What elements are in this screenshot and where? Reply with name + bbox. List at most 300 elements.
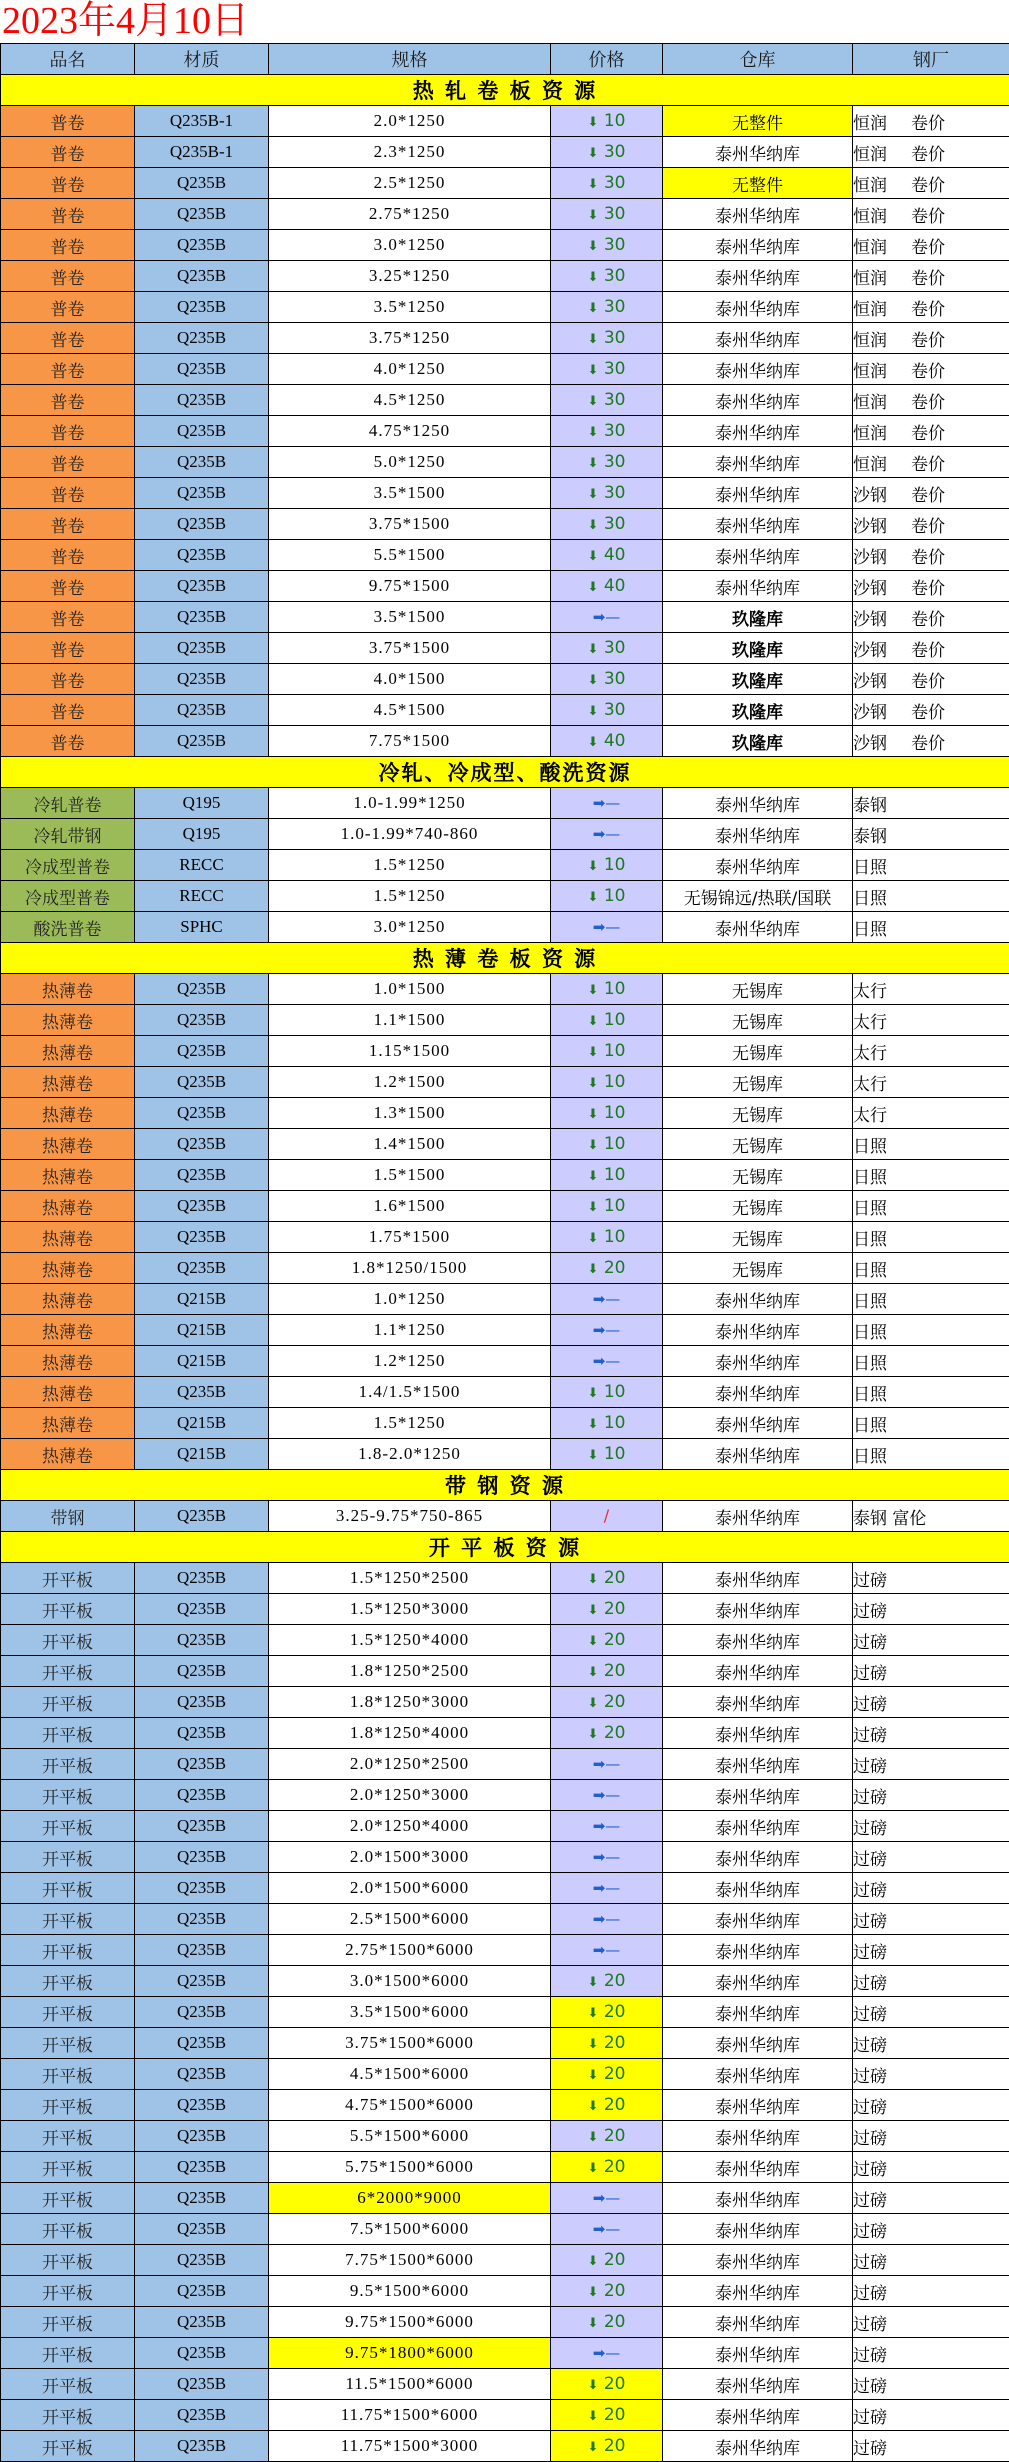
down-arrow-icon: ⬇ bbox=[588, 1572, 599, 1587]
spec-cell: 4.5*1250 bbox=[269, 385, 551, 416]
table-row bbox=[1, 1222, 1009, 1253]
warehouse-cell: 泰州华纳库 bbox=[663, 2121, 853, 2152]
mill-name: 过磅 bbox=[853, 1757, 887, 1777]
price-cell bbox=[551, 1284, 663, 1315]
mill-cell bbox=[853, 1625, 1009, 1656]
down-arrow-icon: ⬇ bbox=[588, 1417, 599, 1432]
right-arrow-icon: ➡ bbox=[593, 1352, 606, 1370]
product-name-cell: 开平板 bbox=[1, 2183, 135, 2214]
mill-cell bbox=[853, 2121, 1009, 2152]
spec-cell: 1.0-1.99*740-860 bbox=[269, 819, 551, 850]
price-cell bbox=[551, 788, 663, 819]
product-name-cell: 热薄卷 bbox=[1, 1377, 135, 1408]
spec-cell: 2.5*1250 bbox=[269, 168, 551, 199]
price-cell bbox=[551, 1439, 663, 1470]
mill-cell bbox=[853, 2059, 1009, 2090]
mill-name: 日照 bbox=[853, 1199, 887, 1219]
price-cell bbox=[551, 137, 663, 168]
mill-cell bbox=[853, 2090, 1009, 2121]
price-change-value: 30 bbox=[604, 173, 626, 193]
down-arrow-icon: ⬇ bbox=[588, 1262, 599, 1277]
material-cell: Q235B bbox=[135, 168, 269, 199]
right-arrow-icon: ➡ bbox=[593, 1848, 606, 1866]
material-cell: Q235B bbox=[135, 1005, 269, 1036]
price-cell bbox=[551, 1160, 663, 1191]
table-row bbox=[1, 819, 1009, 850]
spec-cell: 3.5*1500 bbox=[269, 478, 551, 509]
material-cell: Q235B bbox=[135, 1098, 269, 1129]
material-cell: Q215B bbox=[135, 1346, 269, 1377]
mill-name: 过磅 bbox=[853, 2005, 887, 2025]
material-cell: Q235B bbox=[135, 1842, 269, 1873]
price-change-value: 40 bbox=[604, 731, 626, 751]
table-row bbox=[1, 602, 1009, 633]
price-change-value: 20 bbox=[604, 2002, 626, 2022]
price-cell bbox=[551, 1253, 663, 1284]
down-arrow-icon: ⬇ bbox=[588, 2006, 599, 2021]
mill-name: 沙钢 bbox=[853, 548, 887, 568]
product-name-cell: 开平板 bbox=[1, 2152, 135, 2183]
material-cell: Q235B bbox=[135, 2369, 269, 2400]
material-cell: Q195 bbox=[135, 819, 269, 850]
warehouse-cell: 泰州华纳库 bbox=[663, 1284, 853, 1315]
price-change-value: 20 bbox=[604, 2126, 626, 2146]
material-cell: Q235B bbox=[135, 726, 269, 757]
spec-cell: 2.0*1250 bbox=[269, 106, 551, 137]
warehouse-cell: 泰州华纳库 bbox=[663, 2214, 853, 2245]
price-cell bbox=[551, 2059, 663, 2090]
table-row bbox=[1, 540, 1009, 571]
table-row bbox=[1, 2059, 1009, 2090]
table-row bbox=[1, 416, 1009, 447]
price-type-tag: 卷价 bbox=[911, 202, 945, 227]
price-change-value: 10 bbox=[604, 1227, 626, 1247]
product-name-cell: 热薄卷 bbox=[1, 1284, 135, 1315]
mill-cell bbox=[853, 416, 1009, 447]
mill-name: 太行 bbox=[853, 1106, 887, 1126]
spec-cell: 1.5*1250 bbox=[269, 1408, 551, 1439]
down-arrow-icon: ⬇ bbox=[588, 2440, 599, 2455]
price-change-value: 30 bbox=[604, 421, 626, 441]
mill-cell bbox=[853, 2338, 1009, 2369]
table-row bbox=[1, 1780, 1009, 1811]
mill-cell bbox=[853, 168, 1009, 199]
warehouse-cell: 无锡库 bbox=[663, 1222, 853, 1253]
warehouse-cell: 无整件 bbox=[663, 106, 853, 137]
table-row bbox=[1, 1718, 1009, 1749]
price-change-value: — bbox=[605, 1755, 620, 1773]
warehouse-cell: 无锡库 bbox=[663, 1005, 853, 1036]
price-type-tag: 卷价 bbox=[911, 109, 945, 134]
table-row bbox=[1, 788, 1009, 819]
table-row bbox=[1, 1904, 1009, 1935]
mill-name: 过磅 bbox=[853, 2129, 887, 2149]
product-name-cell: 开平板 bbox=[1, 2245, 135, 2276]
price-change-value: 10 bbox=[604, 1413, 626, 1433]
price-change-value: 20 bbox=[604, 2405, 626, 2425]
down-arrow-icon: ⬇ bbox=[588, 208, 599, 223]
material-cell: RECC bbox=[135, 881, 269, 912]
spec-cell: 3.0*1250 bbox=[269, 912, 551, 943]
table-row bbox=[1, 1811, 1009, 1842]
mill-cell bbox=[853, 106, 1009, 137]
table-row bbox=[1, 1036, 1009, 1067]
material-cell: Q235B bbox=[135, 1594, 269, 1625]
spec-cell: 5.0*1250 bbox=[269, 447, 551, 478]
price-change-value: — bbox=[605, 1817, 620, 1835]
price-cell bbox=[551, 2214, 663, 2245]
table-row bbox=[1, 1966, 1009, 1997]
material-cell: Q235B bbox=[135, 1563, 269, 1594]
mill-name: 日照 bbox=[853, 1385, 887, 1405]
price-cell bbox=[551, 2431, 663, 2462]
table-row bbox=[1, 1997, 1009, 2028]
material-cell: Q235B bbox=[135, 2028, 269, 2059]
mill-cell bbox=[853, 230, 1009, 261]
mill-name: 恒润 bbox=[853, 207, 887, 227]
product-name-cell: 热薄卷 bbox=[1, 1036, 135, 1067]
material-cell: Q235B bbox=[135, 2338, 269, 2369]
price-change-value: 10 bbox=[604, 1041, 626, 1061]
table-row bbox=[1, 1253, 1009, 1284]
mill-cell bbox=[853, 1129, 1009, 1160]
mill-cell bbox=[853, 2245, 1009, 2276]
mill-cell bbox=[853, 1439, 1009, 1470]
mill-name: 恒润 bbox=[853, 393, 887, 413]
product-name-cell: 冷成型普卷 bbox=[1, 850, 135, 881]
price-cell bbox=[551, 2152, 663, 2183]
price-change-value: 20 bbox=[604, 1661, 626, 1681]
section-row bbox=[1, 1470, 1009, 1501]
mill-name: 沙钢 bbox=[853, 641, 887, 661]
price-type-tag: 卷价 bbox=[911, 264, 945, 289]
price-cell bbox=[551, 1563, 663, 1594]
mill-name: 过磅 bbox=[853, 1850, 887, 1870]
warehouse-cell: 泰州华纳库 bbox=[663, 1873, 853, 1904]
price-cell bbox=[551, 478, 663, 509]
spec-cell: 7.75*1500 bbox=[269, 726, 551, 757]
mill-name: 过磅 bbox=[853, 2377, 887, 2397]
mill-cell bbox=[853, 695, 1009, 726]
right-arrow-icon: ➡ bbox=[593, 1755, 606, 1773]
spec-cell: 1.0-1.99*1250 bbox=[269, 788, 551, 819]
material-cell: Q235B bbox=[135, 292, 269, 323]
product-name-cell: 开平板 bbox=[1, 1594, 135, 1625]
down-arrow-icon: ⬇ bbox=[588, 394, 599, 409]
product-name-cell: 普卷 bbox=[1, 230, 135, 261]
mill-cell bbox=[853, 1563, 1009, 1594]
mill-cell bbox=[853, 478, 1009, 509]
mill-cell bbox=[853, 1780, 1009, 1811]
price-change-value: — bbox=[605, 918, 620, 936]
mill-cell bbox=[853, 1997, 1009, 2028]
table-row bbox=[1, 1563, 1009, 1594]
spec-cell: 2.3*1250 bbox=[269, 137, 551, 168]
right-arrow-icon: ➡ bbox=[593, 1321, 606, 1339]
price-cell bbox=[551, 230, 663, 261]
mill-cell bbox=[853, 602, 1009, 633]
warehouse-cell: 泰州华纳库 bbox=[663, 819, 853, 850]
mill-name: 过磅 bbox=[853, 2098, 887, 2118]
table-row bbox=[1, 261, 1009, 292]
product-name-cell: 开平板 bbox=[1, 2431, 135, 2462]
mill-name: 恒润 bbox=[853, 331, 887, 351]
mill-name: 过磅 bbox=[853, 2439, 887, 2459]
mill-cell bbox=[853, 1191, 1009, 1222]
mill-name: 恒润 bbox=[853, 114, 887, 134]
spec-cell: 4.0*1500 bbox=[269, 664, 551, 695]
warehouse-cell: 泰州华纳库 bbox=[663, 2307, 853, 2338]
table-row bbox=[1, 2307, 1009, 2338]
price-change-value: 20 bbox=[604, 2095, 626, 2115]
price-cell bbox=[551, 1718, 663, 1749]
spec-cell: 1.3*1500 bbox=[269, 1098, 551, 1129]
price-change-value: 20 bbox=[604, 2312, 626, 2332]
table-row bbox=[1, 664, 1009, 695]
mill-name: 日照 bbox=[853, 1416, 887, 1436]
price-cell bbox=[551, 2307, 663, 2338]
spec-cell: 1.4/1.5*1500 bbox=[269, 1377, 551, 1408]
spec-cell: 3.0*1500*6000 bbox=[269, 1966, 551, 1997]
product-name-cell: 普卷 bbox=[1, 695, 135, 726]
section-row bbox=[1, 757, 1009, 788]
spec-cell: 1.1*1500 bbox=[269, 1005, 551, 1036]
price-type-tag: 卷价 bbox=[911, 171, 945, 196]
spec-cell: 1.5*1500 bbox=[269, 1160, 551, 1191]
spec-cell: 2.0*1500*3000 bbox=[269, 1842, 551, 1873]
material-cell: Q235B bbox=[135, 1966, 269, 1997]
table-row bbox=[1, 1160, 1009, 1191]
mill-cell bbox=[853, 323, 1009, 354]
price-change-value: — bbox=[605, 2189, 620, 2207]
mill-name: 日照 bbox=[853, 1137, 887, 1157]
price-change-value: 30 bbox=[604, 204, 626, 224]
warehouse-cell: 泰州华纳库 bbox=[663, 1904, 853, 1935]
table-row bbox=[1, 1315, 1009, 1346]
down-arrow-icon: ⬇ bbox=[588, 2161, 599, 2176]
mill-cell bbox=[853, 540, 1009, 571]
material-cell: Q235B bbox=[135, 1129, 269, 1160]
spec-cell: 1.15*1500 bbox=[269, 1036, 551, 1067]
table-row bbox=[1, 2152, 1009, 2183]
table-row bbox=[1, 1346, 1009, 1377]
material-cell: Q215B bbox=[135, 1408, 269, 1439]
material-cell: Q235B bbox=[135, 1377, 269, 1408]
mill-name: 恒润 bbox=[853, 176, 887, 196]
right-arrow-icon: ➡ bbox=[593, 1817, 606, 1835]
material-cell: Q235B bbox=[135, 1687, 269, 1718]
product-name-cell: 开平板 bbox=[1, 2276, 135, 2307]
spec-cell: 3.0*1250 bbox=[269, 230, 551, 261]
table-row bbox=[1, 1749, 1009, 1780]
mill-cell bbox=[853, 881, 1009, 912]
product-name-cell: 热薄卷 bbox=[1, 1005, 135, 1036]
table-row bbox=[1, 199, 1009, 230]
warehouse-cell: 泰州华纳库 bbox=[663, 788, 853, 819]
product-name-cell: 开平板 bbox=[1, 2338, 135, 2369]
down-arrow-icon: ⬇ bbox=[588, 1634, 599, 1649]
mill-cell bbox=[853, 137, 1009, 168]
price-change-value: 10 bbox=[604, 1444, 626, 1464]
warehouse-cell: 泰州华纳库 bbox=[663, 1439, 853, 1470]
mill-cell bbox=[853, 1408, 1009, 1439]
price-change-value: 30 bbox=[604, 328, 626, 348]
spec-cell: 1.8*1250/1500 bbox=[269, 1253, 551, 1284]
warehouse-cell: 无整件 bbox=[663, 168, 853, 199]
mill-name: 沙钢 bbox=[853, 579, 887, 599]
down-arrow-icon: ⬇ bbox=[588, 239, 599, 254]
down-arrow-icon: ⬇ bbox=[588, 1014, 599, 1029]
product-name-cell: 开平板 bbox=[1, 1625, 135, 1656]
price-change-value: 30 bbox=[604, 235, 626, 255]
mill-cell bbox=[853, 1842, 1009, 1873]
material-cell: Q235B bbox=[135, 2431, 269, 2462]
warehouse-cell: 泰州华纳库 bbox=[663, 1377, 853, 1408]
mill-name: 太行 bbox=[853, 982, 887, 1002]
price-change-value: 20 bbox=[604, 2436, 626, 2456]
price-change-value: 10 bbox=[604, 1072, 626, 1092]
price-change-value: 30 bbox=[604, 452, 626, 472]
table-row bbox=[1, 2090, 1009, 2121]
price-type-tag: 卷价 bbox=[911, 419, 945, 444]
warehouse-cell: 无锡库 bbox=[663, 974, 853, 1005]
table-row bbox=[1, 2245, 1009, 2276]
mill-cell bbox=[853, 2307, 1009, 2338]
price-type-tag: 卷价 bbox=[911, 388, 945, 413]
mill-name: 恒润 bbox=[853, 300, 887, 320]
mill-name: 沙钢 bbox=[853, 517, 887, 537]
down-arrow-icon: ⬇ bbox=[588, 1169, 599, 1184]
material-cell: Q235B bbox=[135, 416, 269, 447]
price-cell bbox=[551, 540, 663, 571]
right-arrow-icon: ➡ bbox=[593, 2344, 606, 2362]
warehouse-cell: 玖隆库 bbox=[663, 633, 853, 664]
spec-cell: 9.5*1500*6000 bbox=[269, 2276, 551, 2307]
price-type-tag: 卷价 bbox=[911, 140, 945, 165]
mill-cell bbox=[853, 261, 1009, 292]
down-arrow-icon: ⬇ bbox=[588, 363, 599, 378]
mill-name: 日照 bbox=[853, 1261, 887, 1281]
table-row bbox=[1, 2121, 1009, 2152]
price-change-value: 20 bbox=[604, 2064, 626, 2084]
down-arrow-icon: ⬇ bbox=[588, 859, 599, 874]
table-row bbox=[1, 2276, 1009, 2307]
product-name-cell: 热薄卷 bbox=[1, 1129, 135, 1160]
down-arrow-icon: ⬇ bbox=[588, 2130, 599, 2145]
mill-cell bbox=[853, 1222, 1009, 1253]
spec-cell: 2.75*1500*6000 bbox=[269, 1935, 551, 1966]
warehouse-cell: 泰州华纳库 bbox=[663, 2431, 853, 2462]
table-row bbox=[1, 2183, 1009, 2214]
down-arrow-icon: ⬇ bbox=[588, 2409, 599, 2424]
material-cell: Q235B bbox=[135, 633, 269, 664]
price-change-value: 40 bbox=[604, 545, 626, 565]
material-cell: Q235B bbox=[135, 1656, 269, 1687]
price-cell bbox=[551, 1873, 663, 1904]
price-type-tag: 卷价 bbox=[911, 357, 945, 382]
spec-cell: 1.4*1500 bbox=[269, 1129, 551, 1160]
table-row bbox=[1, 2028, 1009, 2059]
spec-cell: 3.25*1250 bbox=[269, 261, 551, 292]
right-arrow-icon: ➡ bbox=[593, 825, 606, 843]
down-arrow-icon: ⬇ bbox=[588, 1231, 599, 1246]
price-cell bbox=[551, 1842, 663, 1873]
warehouse-cell: 泰州华纳库 bbox=[663, 323, 853, 354]
warehouse-cell: 无锡库 bbox=[663, 1098, 853, 1129]
warehouse-cell: 无锡库 bbox=[663, 1036, 853, 1067]
price-cell bbox=[551, 261, 663, 292]
table-row bbox=[1, 1005, 1009, 1036]
mill-name: 恒润 bbox=[853, 455, 887, 475]
warehouse-cell: 泰州华纳库 bbox=[663, 1594, 853, 1625]
mill-name: 过磅 bbox=[853, 1633, 887, 1653]
price-change-value: 20 bbox=[604, 1258, 626, 1278]
price-change-value: — bbox=[605, 1848, 620, 1866]
down-arrow-icon: ⬇ bbox=[588, 673, 599, 688]
spec-cell: 2.75*1250 bbox=[269, 199, 551, 230]
table-row bbox=[1, 1191, 1009, 1222]
warehouse-cell: 无锡锦远/热联/国联 bbox=[663, 881, 853, 912]
down-arrow-icon: ⬇ bbox=[588, 518, 599, 533]
warehouse-cell: 泰州华纳库 bbox=[663, 2276, 853, 2307]
down-arrow-icon: ⬇ bbox=[588, 1200, 599, 1215]
spec-cell: 7.5*1500*6000 bbox=[269, 2214, 551, 2245]
material-cell: Q235B bbox=[135, 695, 269, 726]
price-change-value: — bbox=[605, 825, 620, 843]
warehouse-cell: 泰州华纳库 bbox=[663, 2338, 853, 2369]
down-arrow-icon: ⬇ bbox=[588, 1603, 599, 1618]
material-cell: SPHC bbox=[135, 912, 269, 943]
price-cell bbox=[551, 1904, 663, 1935]
spec-cell: 1.5*1250 bbox=[269, 850, 551, 881]
material-cell: Q235B bbox=[135, 2090, 269, 2121]
spec-cell: 4.5*1500*6000 bbox=[269, 2059, 551, 2090]
spec-cell: 2.5*1500*6000 bbox=[269, 1904, 551, 1935]
material-cell: Q235B bbox=[135, 2183, 269, 2214]
right-arrow-icon: ➡ bbox=[593, 1290, 606, 1308]
mill-name: 泰钢 富伦 bbox=[853, 1509, 926, 1529]
mill-cell bbox=[853, 974, 1009, 1005]
warehouse-cell: 泰州华纳库 bbox=[663, 2183, 853, 2214]
warehouse-cell: 泰州华纳库 bbox=[663, 1346, 853, 1377]
warehouse-cell: 泰州华纳库 bbox=[663, 1687, 853, 1718]
price-change-value: 10 bbox=[604, 1134, 626, 1154]
spec-cell: 7.75*1500*6000 bbox=[269, 2245, 551, 2276]
price-change-value: — bbox=[605, 794, 620, 812]
price-cell bbox=[551, 2276, 663, 2307]
warehouse-cell: 泰州华纳库 bbox=[663, 1997, 853, 2028]
mill-name: 泰钢 bbox=[853, 827, 887, 847]
right-arrow-icon: ➡ bbox=[593, 794, 606, 812]
table-row bbox=[1, 1873, 1009, 1904]
price-type-tag: 卷价 bbox=[911, 326, 945, 351]
price-cell bbox=[551, 2400, 663, 2431]
right-arrow-icon: ➡ bbox=[593, 1941, 606, 1959]
product-name-cell: 普卷 bbox=[1, 323, 135, 354]
price-change-value: 10 bbox=[604, 1165, 626, 1185]
down-arrow-icon: ⬇ bbox=[588, 1045, 599, 1060]
mill-name: 日照 bbox=[853, 1323, 887, 1343]
price-change-value: 20 bbox=[604, 2033, 626, 2053]
mill-name: 沙钢 bbox=[853, 610, 887, 630]
price-change-value: 10 bbox=[604, 886, 626, 906]
warehouse-cell: 泰州华纳库 bbox=[663, 385, 853, 416]
mill-cell bbox=[853, 1315, 1009, 1346]
mill-cell bbox=[853, 385, 1009, 416]
mill-name: 泰钢 bbox=[853, 796, 887, 816]
price-cell bbox=[551, 385, 663, 416]
price-cell bbox=[551, 106, 663, 137]
